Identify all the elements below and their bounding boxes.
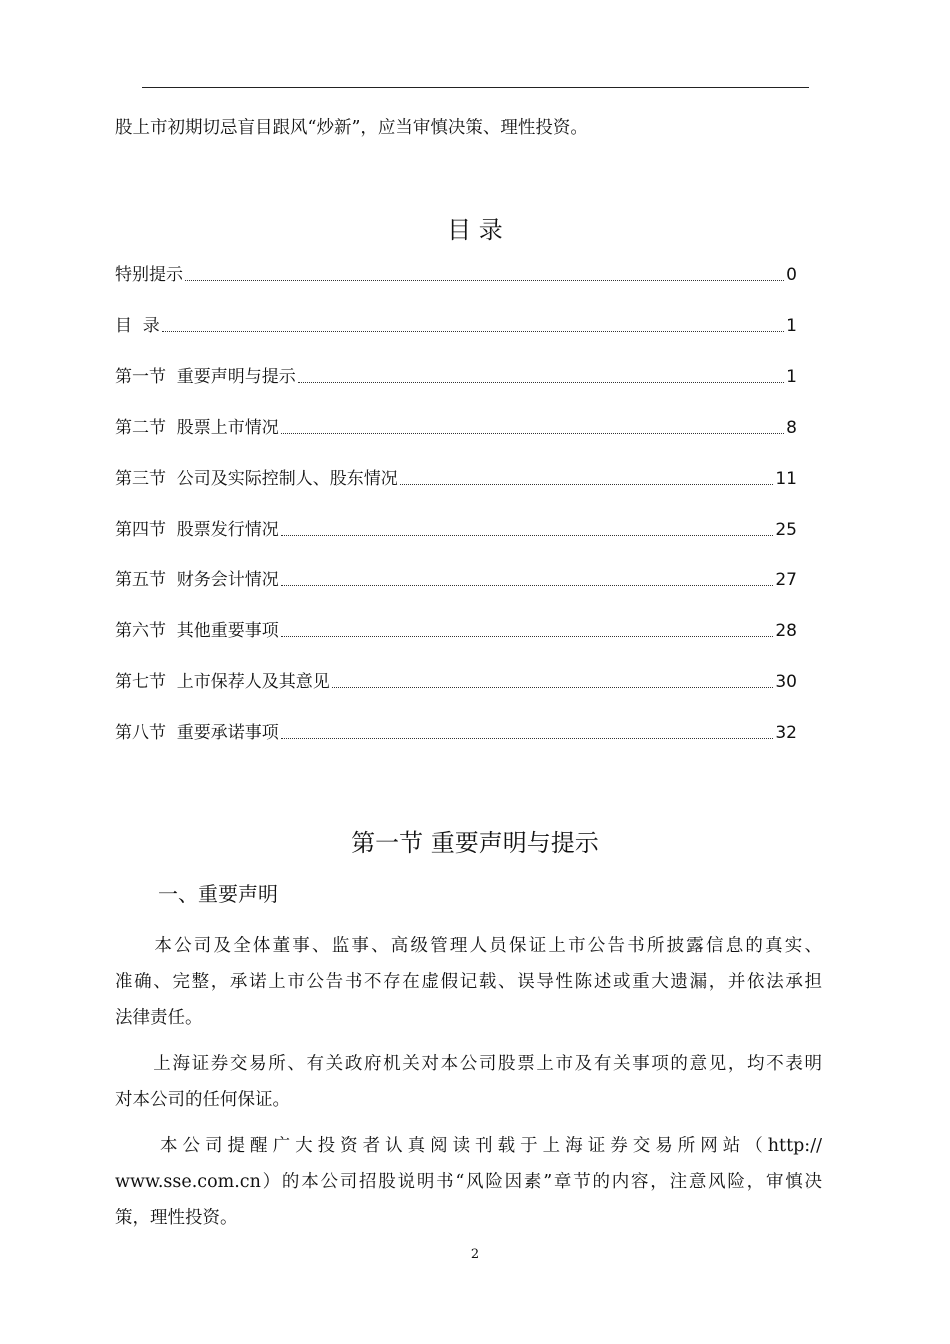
toc-entry-label: 第三节 公司及实际控制人、股东情况 xyxy=(115,469,398,489)
paragraph-line: 本公司及全体董事、监事、高级管理人员保证上市公告书所披露信息的真实、 xyxy=(115,936,822,956)
dot-leader xyxy=(185,280,784,281)
toc-entry-page: 25 xyxy=(775,520,797,540)
toc-entry-label: 第七节 上市保荐人及其意见 xyxy=(115,672,330,692)
paragraph-line: 策，理性投资。 xyxy=(115,1208,238,1228)
section-title: 第一节 重要声明与提示 xyxy=(351,829,599,857)
dot-leader xyxy=(281,535,774,536)
dot-leader xyxy=(281,636,774,637)
toc-entry[interactable] xyxy=(115,569,797,591)
toc-entry[interactable] xyxy=(115,620,797,642)
dot-leader xyxy=(162,331,784,332)
toc-entry[interactable] xyxy=(115,722,797,744)
toc-entry-label: 第一节 重要声明与提示 xyxy=(115,367,296,387)
subheading: 一、重要声明 xyxy=(158,882,278,906)
paragraph-line: 本公司提醒广大投资者认真阅读刊载于上海证券交易所网站（http:// xyxy=(115,1136,822,1156)
toc-entry-page: 0 xyxy=(786,265,797,285)
toc-entry[interactable] xyxy=(115,417,797,439)
toc-entry-page: 27 xyxy=(775,570,797,590)
dot-leader xyxy=(281,585,774,586)
paragraph-line: 准确、完整，承诺上市公告书不存在虚假记载、误导性陈述或重大遗漏，并依法承担 xyxy=(115,972,822,992)
paragraph-line: 上海证券交易所、有关政府机关对本公司股票上市及有关事项的意见，均不表明 xyxy=(115,1054,822,1074)
dot-leader xyxy=(332,687,774,688)
dot-leader xyxy=(281,738,774,739)
toc-entry-label: 第八节 重要承诺事项 xyxy=(115,723,279,743)
toc-entry-label: 第四节 股票发行情况 xyxy=(115,520,279,540)
toc-entry-page: 28 xyxy=(775,621,797,641)
toc-title: 目 录 xyxy=(447,216,503,244)
toc-entry-label: 第五节 财务会计情况 xyxy=(115,570,279,590)
toc-entry-label: 目 录 xyxy=(115,316,160,336)
paragraph-line: www.sse.com.cn）的本公司招股说明书“风险因素”章节的内容，注意风险，审慎决 xyxy=(115,1172,822,1192)
toc-entry-page: 1 xyxy=(786,316,797,336)
toc-entry[interactable] xyxy=(115,366,797,388)
toc-entry[interactable] xyxy=(115,519,797,541)
toc-entry-page: 11 xyxy=(775,469,797,489)
header-rule xyxy=(142,87,809,88)
paragraph-line: 法律责任。 xyxy=(115,1008,203,1028)
toc-entry[interactable] xyxy=(115,671,797,693)
toc-entry[interactable] xyxy=(115,315,797,337)
toc-entry-page: 1 xyxy=(786,367,797,387)
dot-leader xyxy=(281,433,784,434)
toc-entry-page: 32 xyxy=(775,723,797,743)
page-number: 2 xyxy=(470,1247,480,1262)
dot-leader xyxy=(298,382,784,383)
toc-entry-page: 8 xyxy=(786,418,797,438)
toc-entry-label: 第二节 股票上市情况 xyxy=(115,418,279,438)
continuation-text: 股上市初期切忌盲目跟风“炒新”，应当审慎决策、理性投资。 xyxy=(115,118,588,138)
toc-entry-page: 30 xyxy=(775,672,797,692)
dot-leader xyxy=(400,484,774,485)
toc-entry-label: 特别提示 xyxy=(115,265,183,285)
toc-entry-label: 第六节 其他重要事项 xyxy=(115,621,279,641)
paragraph-line: 对本公司的任何保证。 xyxy=(115,1090,290,1110)
toc-entry[interactable] xyxy=(115,468,797,490)
toc-entry[interactable] xyxy=(115,264,797,286)
